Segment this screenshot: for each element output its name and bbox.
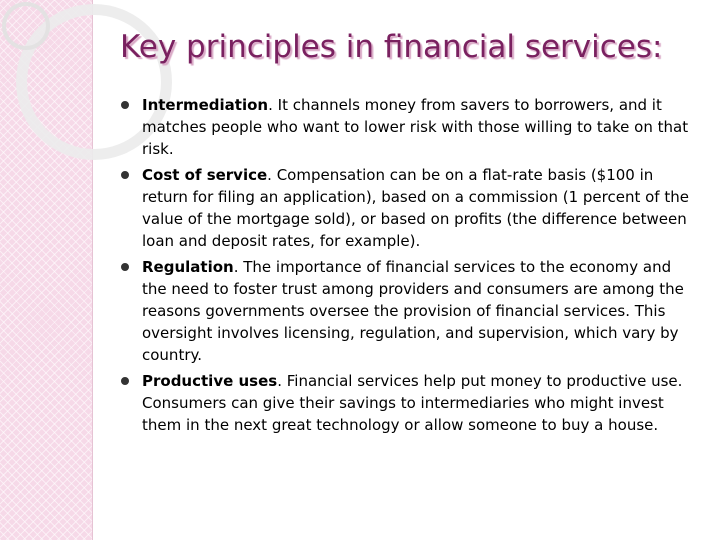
bullet-dot-icon	[121, 171, 129, 179]
bullet-term: Regulation	[142, 258, 234, 276]
bullet-dot-icon	[121, 377, 129, 385]
bullet-term: Intermediation	[142, 96, 269, 114]
bullet-item-cost-of-service	[120, 164, 700, 252]
bullet-text: . Financial services help put money to productive use. Consumers can give their savings to intermediaries who might invest them in the next great technology or allow someone to buy a house.	[142, 372, 683, 434]
bullet-text: . Compensation can be on a flat-rate basis ($100 in return for filing an application), based on a commission (1 percent of the value of the mortgage sold), or based on profits (the difference between loan and deposit rates, for example).	[142, 166, 689, 250]
slide-title: Key principles in financial services:	[120, 29, 663, 65]
decorative-ring-small	[2, 2, 50, 50]
bullet-text: . It channels money from savers to borrowers, and it matches people who want to lower risk with those willing to take on that risk.	[142, 96, 689, 158]
bullet-item-intermediation	[120, 94, 700, 160]
bullet-text: . The importance of financial services to the economy and the need to foster trust among providers and consumers are among the reasons governments oversee the provision of financial services. This oversight involves licensing, regulation, and supervision, which vary by country.	[142, 258, 684, 364]
bullet-item-productive-uses	[120, 370, 700, 436]
bullet-list	[120, 94, 700, 440]
bullet-dot-icon	[121, 101, 129, 109]
bullet-dot-icon	[121, 263, 129, 271]
bullet-term: Productive uses	[142, 372, 278, 390]
bullet-term: Cost of service	[142, 166, 268, 184]
bullet-item-regulation	[120, 256, 700, 366]
